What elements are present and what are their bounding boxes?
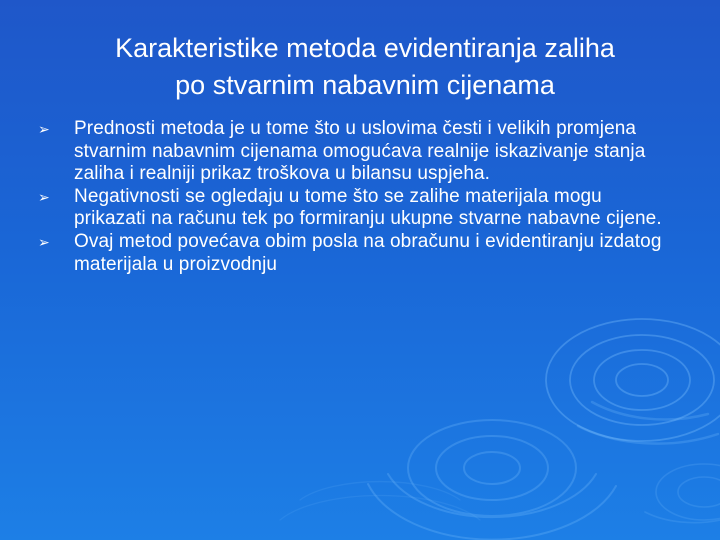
bullet-text: Negativnosti se ogledaju u tome što se zalihe materijala mogu prikazati na računu tek po formiranju ukupne stvarne nabavne cijene. — [74, 185, 662, 230]
bullet-text: Ovaj metod povećava obim posla na obračunu i evidentiranju izdatog materijala u proizvodnju — [74, 230, 662, 275]
arrowhead-bullet-icon: ➢ — [38, 233, 50, 250]
bullet-item — [38, 118, 678, 186]
bullet-text: Prednosti metoda je u tome što u uslovima česti i velikih promjena stvarnim nabavnim cijenama omogućava realnije iskazivanje stanja zaliha i realniji prikaz troškova u bilansu uspjeha. — [74, 118, 646, 185]
arrowhead-bullet-icon: ➢ — [38, 188, 50, 205]
arrowhead-bullet-icon: ➢ — [38, 121, 50, 137]
slide-title-line: Karakteristike metoda evidentiranja zaliha — [115, 33, 615, 63]
slide-title — [40, 30, 690, 104]
bullet-item — [38, 186, 678, 231]
bullet-list — [38, 118, 678, 276]
bullet-item — [38, 231, 678, 276]
slide-title-line: po stvarnim nabavnim cijenama — [175, 70, 555, 100]
